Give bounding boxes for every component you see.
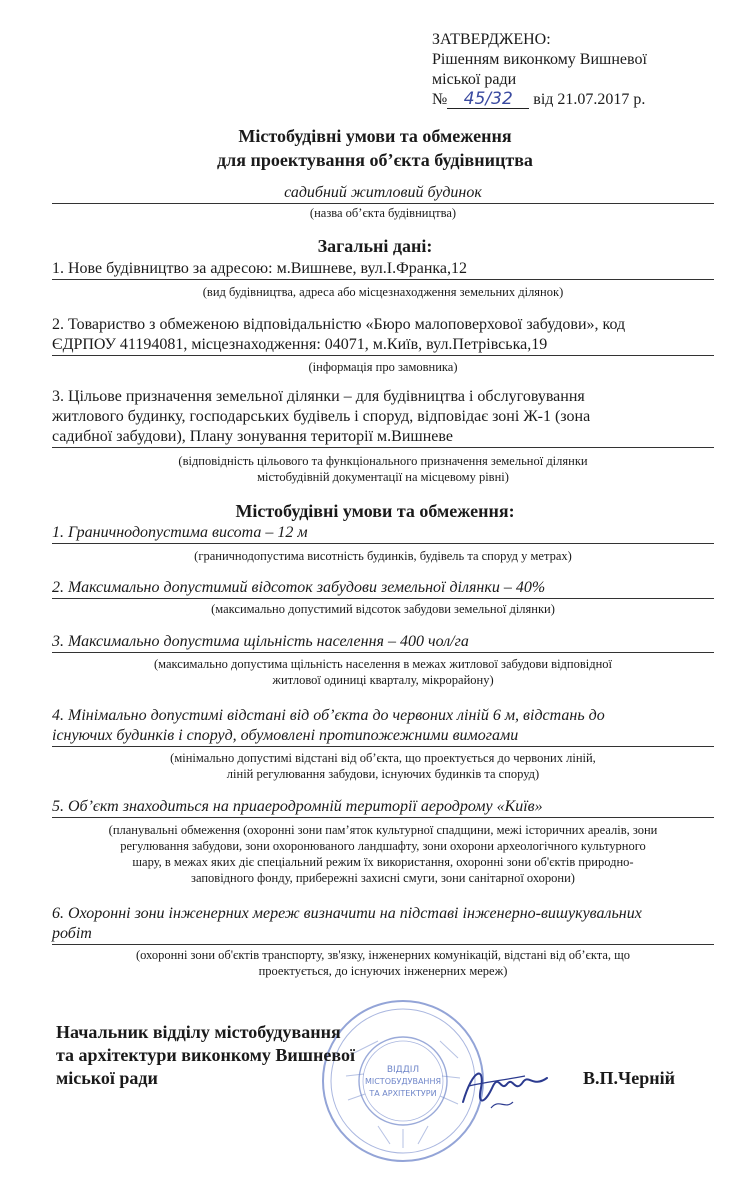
general-item-3-note xyxy=(52,453,714,485)
condition-item-4-note-1: (мінімально допустимі відстані від об’єкта, що проектується до червоних ліній, xyxy=(170,751,596,765)
condition-item-6-note xyxy=(52,947,714,979)
condition-item-6-note-1: (охоронні зони об'єктів транспорту, зв'язку, інженерних комунікацій, відстані від об’єкта, що xyxy=(135,948,631,962)
object-name-note: (назва об’єкта будівництва) xyxy=(309,206,457,220)
condition-item-2-text: 2. Максимально допустимий відсоток забудови земельної ділянки – 40% xyxy=(52,579,546,596)
condition-item-5-note-3: шару, в межах яких діє спеціальний режим їх використання, охоронні зони об'єктів природно- xyxy=(132,855,634,869)
object-name: садибний житловий будинок xyxy=(52,183,714,204)
number-prefix: № xyxy=(432,91,448,108)
approval-number-line xyxy=(432,90,647,110)
condition-item-6-line-2: робіт xyxy=(52,924,714,945)
condition-item-3-note-2: житлової одиниці кварталу, мікрорайону) xyxy=(272,673,494,687)
stamp-text-1: ВІДДІЛ xyxy=(386,1065,420,1075)
condition-item-5-note-4: заповідного фонду, прибережні захисні смуги, зони санітарної охорони) xyxy=(191,871,575,885)
general-item-2 xyxy=(52,315,714,356)
condition-item-2 xyxy=(52,578,714,599)
general-item-3-line-2: житлового будинку, господарських будівель і споруд, відповідає зоні Ж-1 (зона xyxy=(52,408,591,425)
approval-block xyxy=(432,30,647,110)
condition-item-3 xyxy=(52,632,714,653)
signatory-line-1: Начальник відділу містобудування xyxy=(56,1022,341,1042)
general-item-1-text: 1. Нове будівництво за адресою: м.Вишневе, вул.І.Франка,12 xyxy=(52,260,468,277)
condition-item-4 xyxy=(52,706,714,747)
stamp-text-3: ТА АРХІТЕКТУРИ xyxy=(369,1089,437,1098)
condition-item-1-text: 1. Граничнодопустима висота – 12 м xyxy=(52,524,308,541)
condition-item-6-line-1: 6. Охоронні зони інженерних мереж визначити на підставі інженерно-вишукувальних xyxy=(52,905,642,922)
general-item-3-line-3: садибної забудови), Плану зонування території м.Вишневе xyxy=(52,427,714,448)
general-item-3-line-1: 3. Цільове призначення земельної ділянки – для будівництва і обслуговування xyxy=(52,388,585,405)
condition-item-5-note xyxy=(52,822,714,886)
general-heading: Загальні дані: xyxy=(317,236,433,256)
title-line-1: Містобудівні умови та обмеження xyxy=(238,126,512,146)
conditions-heading: Містобудівні умови та обмеження: xyxy=(235,501,515,521)
general-item-2-note: (інформація про замовника) xyxy=(308,360,458,374)
general-item-2-line-1: 2. Товариство з обмеженою відповідальністю «Бюро малоповерхової забудови», код xyxy=(52,316,626,333)
handwritten-number: 45/32 xyxy=(447,90,529,109)
condition-item-3-text: 3. Максимально допустима щільність населення – 400 чол/га xyxy=(52,633,469,650)
approval-council: міської ради xyxy=(432,71,517,88)
condition-item-3-note-1: (максимально допустима щільність населення в межах житлової забудови відповідної xyxy=(154,657,612,671)
condition-item-1-note: (граничнодопустима висотність будинків, будівель та споруд у метрах) xyxy=(194,549,572,563)
general-item-3-note-2: містобудівній документації на місцевому рівні) xyxy=(257,470,509,484)
approval-date: від 21.07.2017 р. xyxy=(533,91,646,108)
handwritten-signature xyxy=(455,1058,555,1118)
title-line-2: для проектування об’єкта будівництва xyxy=(217,150,533,170)
signatory-name: В.П.Черній xyxy=(583,1068,675,1088)
condition-item-5-text: 5. Об’єкт знаходиться на приаеродромній території аеродрому «Київ» xyxy=(52,798,543,815)
condition-item-1 xyxy=(52,523,714,544)
condition-item-4-note xyxy=(52,750,714,782)
signatory-line-2: та архітектури виконкому Вишневої xyxy=(56,1045,355,1065)
signatory-line-3: міської ради xyxy=(56,1068,158,1088)
document-title xyxy=(0,124,750,172)
general-item-1-note: (вид будівництва, адреса або місцезнаходження земельних ділянок) xyxy=(202,285,564,299)
condition-item-4-note-2: ліній регулювання забудови, існуючих будинків та споруд) xyxy=(226,767,540,781)
condition-item-6 xyxy=(52,904,714,945)
approval-decision: Рішенням виконкому Вишневої xyxy=(432,51,647,68)
general-item-3 xyxy=(52,387,714,448)
condition-item-3-note xyxy=(52,656,714,688)
general-item-2-line-2: ЄДРПОУ 41194081, місцезнаходження: 04071, м.Київ, вул.Петрівська,19 xyxy=(52,335,714,356)
condition-item-4-line-1: 4. Мінімально допустимі відстані від об’єкта до червоних ліній 6 м, відстань до xyxy=(52,707,605,724)
condition-item-2-note: (максимально допустимий відсоток забудови земельної ділянки) xyxy=(211,602,555,616)
stamp-text-2: МІСТОБУДУВАННЯ xyxy=(364,1077,442,1086)
condition-item-5-note-2: регулювання забудови, зони охоронюваного ландшафту, зони охорони археологічного культурного xyxy=(120,839,646,853)
condition-item-5 xyxy=(52,797,714,818)
approval-label: ЗАТВЕРДЖЕНО: xyxy=(432,31,551,48)
condition-item-5-note-1: (планувальні обмеження (охоронні зони пам’яток культурної спадщини, межі історичних ареалів, зони xyxy=(108,823,658,837)
condition-item-4-line-2: існуючих будинків і споруд, обумовлені протипожежними вимогами xyxy=(52,726,714,747)
general-item-1 xyxy=(52,259,714,280)
signature-icon xyxy=(455,1058,555,1118)
condition-item-6-note-2: проектується, до існуючих інженерних мереж) xyxy=(258,964,508,978)
general-item-3-note-1: (відповідність цільового та функціонального призначення земельної ділянки xyxy=(178,454,588,468)
signatory-block xyxy=(56,1021,355,1090)
